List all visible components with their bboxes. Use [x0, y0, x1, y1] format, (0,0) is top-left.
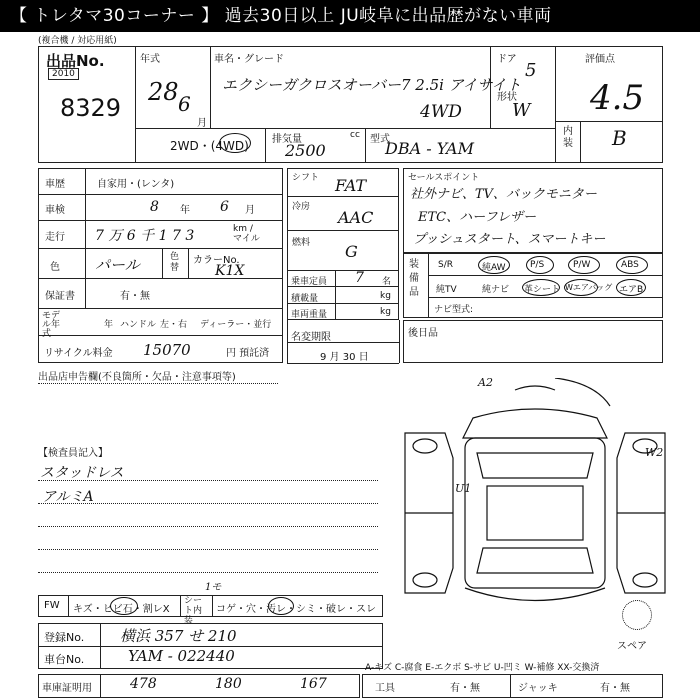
- inspector-label: 【検査員記入】: [38, 448, 108, 459]
- sales-point-3: プッシュスタート、スマートキー: [413, 232, 606, 247]
- equip-sr: S/R: [438, 260, 453, 270]
- ps-circle: [526, 256, 554, 274]
- ac-label: 冷房: [292, 202, 311, 212]
- load-unit: kg: [380, 291, 391, 301]
- drive-4wd-circle: [219, 133, 251, 153]
- interior-label: 内装: [563, 126, 573, 149]
- month-unit: 月: [197, 118, 207, 129]
- load-label: 積載量: [291, 294, 319, 304]
- dim-height: 167: [300, 676, 327, 692]
- airb-circle: [616, 279, 646, 296]
- equip-airb: エアB: [619, 285, 644, 295]
- mark-body: U1: [455, 482, 472, 495]
- reg-value: 9 月 30 日: [320, 352, 369, 363]
- mileage-unit: km / マイル: [233, 224, 260, 244]
- fw-options: キズ・ヒビ石・割レX: [73, 604, 170, 615]
- inspection-year-unit: 年: [180, 205, 190, 216]
- shift-label: シフト: [292, 173, 320, 183]
- equip-leather: 革シート: [524, 285, 561, 295]
- inspection-month-unit: 月: [245, 205, 255, 216]
- chassis-label: 車台No.: [44, 653, 85, 666]
- equip-tv: 純TV: [436, 285, 457, 295]
- equip-ps: P/S: [530, 260, 545, 270]
- year-label: 年式: [140, 54, 160, 65]
- later-label: 後日品: [408, 328, 438, 339]
- shape-label: 形状: [497, 92, 517, 103]
- recycle-label: リサイクル料金: [44, 348, 113, 359]
- weight-label: 車両重量: [291, 310, 328, 320]
- sales-point-2: ETC、ハーフレザー: [418, 210, 536, 225]
- color-no-value: K1X: [215, 263, 245, 279]
- doors-value: 5: [525, 60, 537, 81]
- car-diagram: [395, 378, 675, 638]
- mark-right: W2: [645, 446, 664, 459]
- seat-circle: [268, 597, 294, 615]
- leather-circle: [522, 279, 560, 296]
- inspection-month: 6: [220, 199, 229, 215]
- shift-value: FAT: [335, 176, 367, 195]
- fw-label: FW: [44, 600, 60, 611]
- model-year-label: モデル年式: [42, 311, 61, 339]
- plate-value: 横浜 357 せ 210: [120, 627, 237, 645]
- drive-options: 2WD・(4WD): [170, 139, 249, 153]
- shape-value: W: [512, 100, 531, 121]
- history-label: 車歴: [45, 179, 65, 190]
- chassis-value: YAM - 022440: [128, 647, 235, 665]
- month-value: 6: [178, 92, 191, 116]
- jack-options: 有・無: [600, 683, 630, 694]
- displacement-label: 排気量: [272, 134, 302, 145]
- fuel-value: G: [345, 242, 358, 261]
- equip-aw: 純AW: [482, 263, 506, 273]
- seat-options: コゲ・穴・汚レ・シミ・破レ・スレ: [216, 604, 376, 615]
- capacity-label: 乗車定員: [291, 277, 328, 287]
- interior-value: B: [612, 126, 627, 150]
- dimensions-label: 車庫証明用: [42, 683, 92, 694]
- tools-options: 有・無: [450, 683, 480, 694]
- equip-abs: ABS: [621, 260, 639, 270]
- plate-label: 登録No.: [44, 631, 85, 644]
- aw-circle: [478, 256, 510, 274]
- displacement-unit: cc: [350, 130, 360, 140]
- equip-airbag: Wエアバッグ: [565, 283, 613, 292]
- weight-unit: kg: [380, 307, 391, 317]
- year-value: 28: [148, 78, 179, 106]
- fw-circle: [110, 597, 138, 615]
- model-label: 型式: [370, 134, 390, 145]
- mileage-label: 走行: [45, 232, 65, 243]
- capacity-value: 7: [355, 270, 364, 286]
- reg-label: 名変期限: [291, 332, 331, 343]
- displacement-value: 2500: [285, 141, 326, 160]
- history-options: 自家用・(レンタ): [97, 179, 175, 190]
- tools-label: 工具: [375, 683, 395, 694]
- inspection-label: 車検: [45, 205, 65, 216]
- score-value: 4.5: [590, 78, 645, 118]
- abs-circle: [616, 256, 648, 274]
- fuel-label: 燃料: [292, 238, 311, 248]
- legend: A-キズ C-腐食 E-エクボ S-サビ U-凹ミ W-補修 XX-交換済: [365, 663, 600, 673]
- doors-label: ドア: [497, 54, 517, 65]
- mileage-value: 7 万 6 千 1 7 3: [95, 228, 195, 244]
- year-stamp: 2010: [48, 68, 79, 80]
- name-value-2: 4WD: [420, 102, 462, 122]
- dim-length: 478: [130, 676, 157, 692]
- model-year-unit: 年: [104, 320, 114, 330]
- color-label: 色: [50, 262, 60, 273]
- sales-points-label: セールスポイント: [408, 173, 480, 183]
- inspection-year: 8: [150, 199, 159, 215]
- inspector-note-2: アルミA: [42, 489, 94, 505]
- ac-value: AAC: [338, 208, 374, 227]
- dealer-label: ディーラー・並行: [200, 320, 272, 330]
- side-mark: 1モ: [205, 582, 222, 593]
- lot-label: 出品No.: [46, 52, 105, 70]
- score-label: 評価点: [585, 54, 615, 65]
- equipment-label: 装備品: [409, 259, 419, 298]
- mark-roof: A2: [478, 376, 493, 389]
- left-table: [38, 168, 283, 363]
- name-value: エクシーガクロスオーバー7 2.5i アイサイト: [222, 76, 522, 94]
- handle-label: ハンドル: [120, 320, 157, 330]
- recycle-unit: 円 預託済: [226, 348, 270, 359]
- warranty-options: 有・無: [120, 291, 150, 302]
- capacity-unit: 名: [382, 277, 392, 287]
- equip-navi: 純ナビ: [482, 285, 510, 295]
- handle-options: 左・右: [160, 320, 188, 330]
- spare-label: スペア: [617, 641, 647, 652]
- declaration-label: 出品店申告欄(不良箇所・欠品・注意事項等): [38, 372, 236, 383]
- color-no-label: カラーNo.: [193, 255, 240, 266]
- name-label: 車名・グレード: [214, 54, 284, 65]
- lot-number: 8329: [60, 94, 122, 122]
- subheader: (複合機 / 対応用紙): [38, 36, 117, 46]
- seat-label: シート内装: [184, 596, 203, 626]
- equip-pw: P/W: [573, 260, 591, 270]
- pw-circle: [568, 256, 600, 274]
- recycle-value: 15070: [143, 341, 191, 359]
- color-value: パール: [95, 256, 140, 274]
- later-box: [403, 320, 663, 363]
- model-value: DBA - YAM: [385, 139, 474, 158]
- jack-label: ジャッキ: [518, 683, 558, 694]
- color-change-label: 色替: [170, 252, 180, 273]
- inspector-note-1: スタッドレス: [40, 465, 124, 481]
- spare-circle: [622, 600, 652, 630]
- navi-label: ナビ型式:: [434, 305, 474, 315]
- dim-width: 180: [215, 676, 242, 692]
- warranty-label: 保証書: [45, 291, 75, 302]
- sales-point-1: 社外ナビ、TV、バックモニター: [410, 187, 597, 202]
- airbag-circle: [564, 279, 598, 296]
- banner: 【 トレタマ30コーナー 】 過去30日以上 JU岐阜に出品歴がない車両: [0, 0, 700, 32]
